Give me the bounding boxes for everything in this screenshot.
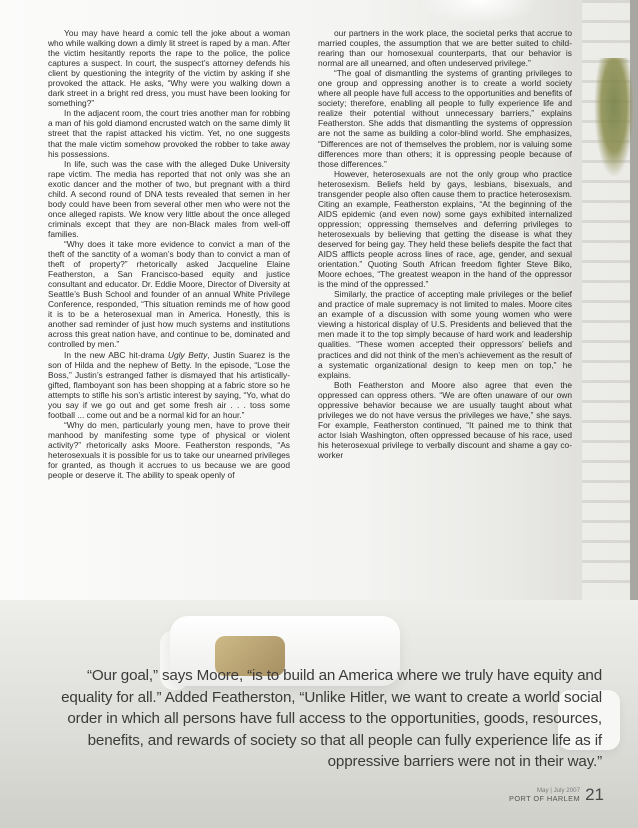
- paragraph: our partners in the work place, the societal perks that accrue to married couples, the assumption that we are better suited to child-rearing than our homosexual counterparts, that our behavior is normal are all unearned, and often undeserved privilege.”: [318, 28, 572, 69]
- magazine-name: PORT OF HARLEM: [509, 794, 581, 803]
- page-footer: [509, 786, 604, 803]
- italic-title: Ugly Betty: [167, 349, 208, 360]
- paragraph: Both Featherston and Moore also agree that even the oppressed can oppress others. “We are often unaware of our own oppressive behavior because we are usually taught about what privileges we do not have versus the privileges we have,” she says. For example, Featherston continued, “It pained me to think that actor Isiah Washington, often oppressed because of his race, used his heterosexual privilege to verbally discount and shame a gay co-worker: [318, 379, 572, 460]
- pull-quote: [42, 665, 602, 773]
- pull-quote-line: “Our goal,” says Moore, “is to build an America where we truly have equity and: [86, 667, 602, 684]
- pull-quote-line: benefits, and rewards of society so that all people can fully experience life as if: [87, 731, 602, 749]
- paragraph: “The goal of dismantling the systems of granting privileges to one group and oppressing another is to create a world society where all people have full access to the opportunities and benefits of society; therefore, enabling all people to fully experience life and realize their potential without unnecessary barriers,” explains Featherston. She adds that dismantling the systems of oppression are not the same as building a color-blind world. She emphasizes, “Differences are not of themselves the problem, nor is valuing some differences more than others; it is oppressing people because of those differences.”: [318, 68, 572, 169]
- pull-quote-line: order in which all persons have full access to the opportunities, goods, resources,: [67, 710, 602, 727]
- paragraph: In the new ABC hit-drama Ugly Betty, Justin Suarez is the son of Hilda and the nephew of Betty. In the episode, “Lose the Boss,” Justin’s estranged father is dismayed that his artistically-gifted, flamboyant son has been shopping at a fabric store so he attempts to stifle his son’s artistic interest by saying, “Yo, what do you say if we go out and get some fresh air . . . toss some football ... come out and be a normal kid for an hour.”: [48, 349, 290, 420]
- ceiling-light: [420, 0, 540, 24]
- paragraph: However, heterosexuals are not the only group who practice heterosexism. Beliefs held by gays, lesbians, bisexuals, and transgender people also often cause them to practice heterosexism. Citing an example, Featherston explains, “At the beginning of the AIDS epidemic (and even now) some gays exhibited internalized oppression; oppressing themselves and deferring privileges to heterosexuals by believing that getting the disease is what they deserved for being gay. They held these beliefs despite the fact that AIDS afflicts people across lines of race, age, gender, and sexual orientation.” Quoting South African freedom fighter Steve Biko, Moore echoes, “The greatest weapon in the hand of the oppressor is the mind of the oppressed.”: [318, 168, 572, 290]
- paragraph: “Why does it take more evidence to convict a man of the theft of the sanctity of a woman’s body than to convict a man of theft of property?” rhetorically asked Jacqueline Elaine Featherston, a San Francisco-based equity and justice consultant and educator. Dr. Eddie Moore, Director of Diversity at Seattle’s Bush School and founder of an annual White Privilege Conference, responded, “This situation reminds me of how good it is to be a heterosexual man in America. Honestly, this is another sad reminder of just how much systems and institutions across this great nation have, and continue to be, dominated and controlled by men.”: [48, 238, 290, 350]
- article-left-column: [48, 28, 290, 480]
- plant: [594, 58, 634, 178]
- footer-meta: [509, 787, 580, 803]
- paragraph: In life, such was the case with the alleged Duke University rape victim. The media has reported that not only was she an exotic dancer and the mother of two, but pregnant with a third child. A second round of DNA tests revealed that semen in her body could have been from several other men who were not the once alleged rapists. We know very little about the once alleged criminals except that they are non-Black males from well-off families.: [48, 158, 290, 239]
- paragraph: In the adjacent room, the court tries another man for robbing a man of his gold diamond encrusted watch on the same dimly lit street that the rapist attacked his victim. Yet, no one suggests that the male victim somehow provoked the robber to take away his possessions.: [48, 108, 290, 159]
- pull-quote-line: oppressive barriers were not in their way.”: [327, 753, 602, 770]
- pull-quote-line: equality for all.” Added Featherston, “Unlike Hitler, we want to create a world social: [61, 688, 602, 706]
- page-number: 21: [585, 785, 604, 804]
- paragraph: Similarly, the practice of accepting male privileges or the belief and practice of male supremacy is not limited to males. Moore cites an example of a discussion with some young women who were viewing a historical display of U.S. Presidents and believed that the men made it to the top simply because of hard work and leadership qualities. “These women accepted their oppressors’ beliefs and practices and did not think of the men’s achievement as the result of a systematic organizational design to keep men on top,” he explains.: [318, 289, 572, 380]
- issue-date: May | July 2007: [536, 787, 581, 794]
- paragraph: You may have heard a comic tell the joke about a woman who while walking down a dimly lit street is raped by a man. After the victim hesitantly reports the rape to the police, the police captures a suspect. In court, the suspect’s attorney defends his client by questioning the integrity of the victim by asking if she provoked the attack. He asks, “Why were you walking down a dark street in a bright red dress, you must have been looking for something?”: [48, 28, 290, 109]
- paragraph: “Why do men, particularly young men, have to prove their manhood by manifesting some type of physical or violent activity?” rhetorically asks Moore. Featherston responds, “As heterosexuals it is possible for us to take our unearned privileges for granted, as though it accrues to us because we are good people or deserve it. The ability to speak openly of: [48, 419, 290, 481]
- article-right-column: [318, 28, 572, 460]
